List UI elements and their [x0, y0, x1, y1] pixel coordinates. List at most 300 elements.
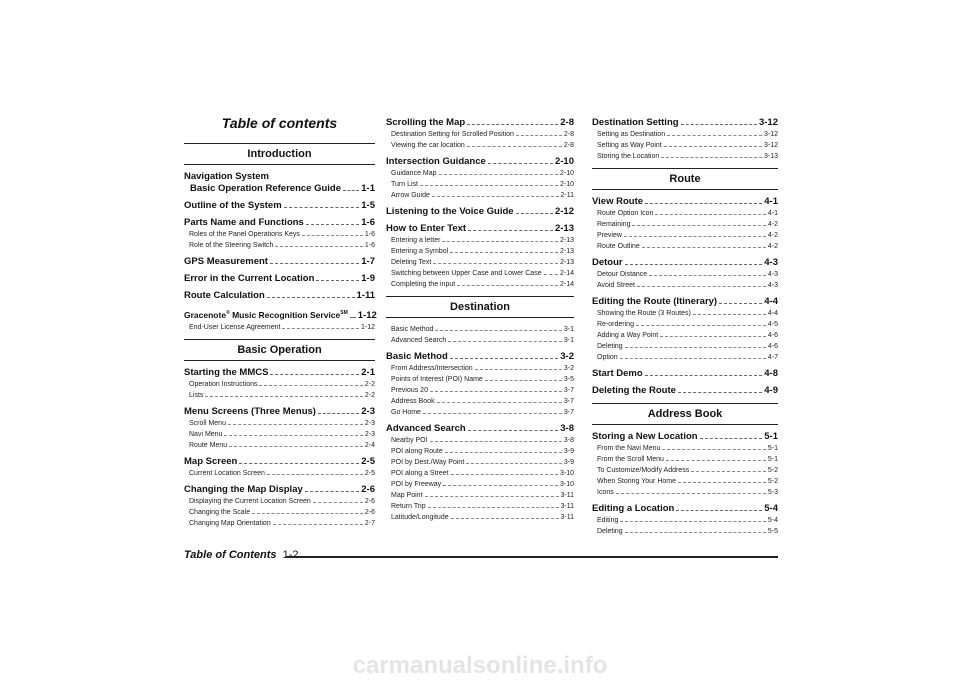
entry-page-number: 3-10 — [559, 470, 574, 477]
toc-entry[interactable] — [592, 487, 778, 498]
dot-leader — [430, 391, 562, 392]
dot-leader — [451, 518, 559, 519]
toc-entry[interactable] — [592, 319, 778, 330]
service-name: Music Recognition Service — [229, 309, 341, 320]
toc-entry[interactable] — [184, 256, 375, 268]
toc-entry[interactable] — [184, 379, 375, 390]
toc-entry[interactable] — [592, 476, 778, 487]
entry-title: From the Scroll Menu — [597, 456, 664, 463]
entry-page-number: 2-3 — [361, 405, 375, 417]
section-heading: Introduction — [184, 143, 375, 165]
page-footer — [184, 549, 778, 563]
entry-page-number: 1-11 — [356, 290, 375, 301]
toc-entry[interactable] — [592, 269, 778, 280]
toc-entry[interactable] — [386, 435, 574, 446]
entry-page-number: 2-6 — [364, 497, 375, 505]
toc-entry[interactable] — [386, 423, 574, 435]
toc-entry[interactable] — [592, 196, 778, 208]
dot-leader — [316, 280, 359, 281]
entry-title: Points of Interest (POI) Name — [391, 376, 483, 383]
entry-page-number: 4-2 — [767, 243, 778, 250]
toc-entry[interactable] — [592, 368, 778, 380]
toc-entry[interactable] — [592, 330, 778, 341]
section-heading: Address Book — [592, 403, 778, 425]
entry-page-number: 2-13 — [559, 237, 574, 244]
toc-entry[interactable] — [592, 352, 778, 363]
entry-title: POI along Route — [391, 448, 443, 455]
entry-page-number: 5-4 — [764, 503, 778, 514]
entry-title-line1: Navigation System — [184, 171, 269, 182]
toc-entry[interactable] — [386, 457, 574, 468]
dot-leader — [645, 375, 763, 376]
entry-page-number: 1-12 — [357, 309, 377, 321]
entry-page-number: 5-5 — [767, 528, 778, 535]
toc-entry[interactable] — [592, 341, 778, 352]
entry-page-number: 2-7 — [364, 519, 375, 527]
dot-leader — [466, 463, 562, 464]
toc-entry[interactable] — [184, 496, 375, 507]
dot-leader — [350, 317, 356, 318]
dot-leader — [270, 374, 359, 375]
dot-leader — [443, 485, 558, 486]
entry-title: Route Calculation — [184, 290, 265, 301]
toc-entry[interactable] — [592, 385, 778, 397]
entry-title: Previous 20 — [391, 387, 428, 394]
entry-page-number: 2-8 — [563, 142, 574, 149]
dot-leader — [267, 297, 355, 298]
dot-leader — [445, 452, 562, 453]
entry-title: End-User License Agreement — [189, 323, 281, 331]
toc-column-2 — [386, 112, 574, 523]
toc-entry[interactable] — [592, 241, 778, 252]
toc-entry[interactable] — [184, 507, 375, 518]
toc-entry[interactable] — [386, 363, 574, 374]
dot-leader — [313, 502, 363, 503]
entry-title: Return Trip — [391, 503, 426, 510]
entry-title: Basic Method — [391, 326, 434, 333]
registered-mark: ® — [226, 310, 230, 316]
toc-entry[interactable] — [184, 484, 375, 496]
dot-leader — [636, 325, 766, 326]
dot-leader — [306, 224, 359, 225]
toc-entry[interactable] — [386, 324, 574, 335]
toc-entry[interactable] — [386, 479, 574, 490]
entry-page-number: 4-9 — [764, 385, 778, 396]
entry-page-number: 4-3 — [767, 282, 778, 289]
toc-entry[interactable] — [592, 308, 778, 319]
toc-entry[interactable] — [592, 443, 778, 454]
toc-entry[interactable] — [386, 268, 574, 279]
entry-title: How to Enter Text — [386, 223, 467, 234]
entry-title: Scrolling the Map — [386, 117, 466, 128]
entry-page-number: 2-8 — [560, 117, 574, 128]
entry-page-number: 5-2 — [767, 467, 778, 474]
dot-leader — [205, 396, 362, 397]
toc-entry[interactable] — [184, 406, 375, 418]
toc-entry[interactable] — [184, 229, 375, 240]
entry-title: Deleting — [597, 343, 623, 350]
toc-entry[interactable] — [386, 190, 574, 201]
dot-leader — [302, 235, 363, 236]
dot-leader — [275, 246, 362, 247]
entry-title: Current Location Screen — [189, 469, 265, 477]
dot-leader — [625, 532, 766, 533]
dot-leader — [273, 524, 363, 525]
toc-entry[interactable] — [184, 367, 375, 379]
entry-title: Deleting Text — [391, 259, 432, 266]
dot-leader — [267, 474, 363, 475]
dot-leader — [270, 263, 359, 264]
entry-title: Route Menu — [189, 441, 228, 449]
toc-entry[interactable] — [386, 156, 574, 168]
toc-entry[interactable] — [184, 240, 375, 251]
entry-page-number: 5-1 — [767, 445, 778, 452]
dot-leader — [439, 174, 558, 175]
entry-title: From the Navi Menu — [597, 445, 661, 452]
dot-leader — [259, 385, 362, 386]
entry-title: Route Option Icon — [597, 210, 654, 217]
entry-page-number: 5-4 — [767, 517, 778, 524]
entry-page-number: 2-13 — [559, 259, 574, 266]
toc-entry[interactable] — [184, 183, 375, 195]
entry-title: Remaining — [597, 221, 631, 228]
dot-leader — [625, 347, 766, 348]
entry-page-number: 2-5 — [364, 469, 375, 477]
entry-title: Preview — [597, 232, 622, 239]
dot-leader — [239, 463, 359, 464]
dot-leader — [625, 264, 763, 265]
toc-entry[interactable] — [386, 279, 574, 290]
brand-name: Gracenote — [184, 309, 227, 320]
entry-title: Entering a letter — [391, 237, 441, 244]
entry-title: Map Screen — [184, 455, 238, 467]
entry-title: Storing a New Location — [592, 431, 698, 442]
dot-leader — [485, 380, 562, 381]
entry-page-number: 2-1 — [361, 366, 375, 378]
toc-entry[interactable] — [592, 465, 778, 476]
toc-entry[interactable] — [184, 456, 375, 468]
footer-title: Table of Contents — [184, 549, 277, 561]
entry-page-number: 2-2 — [364, 380, 375, 388]
toc-entry[interactable] — [386, 179, 574, 190]
toc-entry[interactable] — [386, 117, 574, 129]
toc-entry[interactable] — [184, 307, 375, 322]
toc-entry[interactable] — [386, 490, 574, 501]
toc-entry[interactable] — [184, 418, 375, 429]
entry-page-number: 2-8 — [563, 131, 574, 138]
dot-leader — [691, 471, 766, 472]
dot-leader — [430, 441, 562, 442]
toc-entry[interactable] — [386, 235, 574, 246]
toc-entry[interactable] — [592, 526, 778, 537]
toc-entry[interactable] — [592, 280, 778, 291]
section-heading: Route — [592, 168, 778, 190]
toc-column-1 — [184, 112, 375, 529]
dot-leader — [433, 263, 558, 264]
entry-page-number: 4-5 — [767, 321, 778, 328]
toc-entry[interactable] — [592, 230, 778, 241]
entry-page-number: 4-3 — [767, 271, 778, 278]
entry-title: Editing — [597, 517, 619, 524]
dot-leader — [442, 241, 558, 242]
entry-page-number: 2-10 — [559, 181, 574, 188]
entry-page-number: 4-8 — [764, 368, 778, 379]
entry-title: Avoid Street — [597, 282, 636, 289]
toc-entry[interactable] — [386, 246, 574, 257]
dot-leader — [681, 124, 757, 125]
entry-page-number: 5-1 — [767, 456, 778, 463]
dot-leader — [343, 190, 359, 191]
dot-leader — [432, 196, 559, 197]
toc-entry[interactable] — [592, 257, 778, 269]
entry-title: Switching between Upper Case and Lower Case — [391, 270, 542, 277]
entry-title: POI by Dest./Way Point — [391, 459, 465, 466]
entry-page-number: 1-7 — [361, 256, 375, 267]
entry-title: From Address/Intersection — [391, 365, 473, 372]
toc-entry[interactable] — [592, 296, 778, 308]
dot-leader — [667, 135, 762, 136]
entry-page-number: 3-9 — [563, 459, 574, 466]
toc-entry[interactable] — [592, 140, 778, 151]
entry-title: POI along a Street — [391, 470, 449, 477]
service-mark: SM — [340, 310, 348, 316]
entry-title: To Customize/Modify Address — [597, 467, 690, 474]
entry-page-number: 3-9 — [563, 448, 574, 455]
entry-page-number: 4-2 — [767, 221, 778, 228]
dot-leader — [666, 460, 766, 461]
entry-page-number: 2-4 — [364, 441, 375, 449]
dot-leader — [448, 341, 562, 342]
entry-title: Adding a Way Point — [597, 332, 659, 339]
toc-entry[interactable] — [386, 501, 574, 512]
dot-leader — [660, 336, 766, 337]
entry-page-number: 5-2 — [767, 478, 778, 485]
entry-page-number: 1-6 — [364, 231, 375, 238]
entry-page-number: 2-10 — [559, 170, 574, 177]
toc-entry[interactable] — [184, 290, 375, 302]
toc-entry[interactable] — [386, 385, 574, 396]
dot-leader — [624, 236, 766, 237]
toc-entry[interactable] — [592, 151, 778, 162]
entry-title: Menu Screens (Three Menus) — [184, 405, 316, 417]
dot-leader — [468, 230, 553, 231]
dot-leader — [516, 213, 553, 214]
entry-title: Go Home — [391, 409, 421, 416]
toc-entry[interactable] — [184, 429, 375, 440]
toc-entry[interactable] — [592, 515, 778, 526]
entry-page-number: 4-6 — [767, 332, 778, 339]
dot-leader — [425, 496, 559, 497]
entry-page-number: 2-11 — [560, 192, 574, 199]
dot-leader — [435, 330, 561, 331]
entry-page-number: 2-3 — [364, 430, 375, 438]
entry-title: Showing the Route (3 Routes) — [597, 310, 691, 317]
toc-entry[interactable] — [184, 322, 375, 333]
toc-entry[interactable] — [386, 468, 574, 479]
entry-title: Arrow Guide — [391, 192, 430, 199]
entry-title: GPS Measurement — [184, 256, 268, 267]
entry-page-number: 3-7 — [563, 387, 574, 394]
dot-leader — [620, 358, 766, 359]
entry-title: Operation Instructions — [189, 380, 258, 388]
entry-title: Lists — [189, 391, 204, 399]
dot-leader — [224, 435, 362, 436]
entry-page-number: 3-11 — [560, 492, 574, 499]
dot-leader — [282, 328, 359, 329]
dot-leader — [252, 513, 363, 514]
toc-entry[interactable] — [592, 219, 778, 230]
entry-title: Error in the Current Location — [184, 273, 315, 284]
entry-page-number: 1-12 — [360, 323, 375, 331]
toc-entry[interactable] — [386, 396, 574, 407]
dot-leader — [488, 163, 553, 164]
entry-title: Deleting — [597, 528, 623, 535]
entry-title: Listening to the Voice Guide — [386, 206, 514, 217]
entry-page-number: 3-13 — [763, 153, 778, 160]
dot-leader — [318, 413, 359, 414]
toc-entry[interactable] — [386, 512, 574, 523]
entry-title: Map Point — [391, 492, 423, 499]
toc-entry[interactable] — [386, 374, 574, 385]
toc-entry[interactable] — [592, 454, 778, 465]
dot-leader — [428, 507, 559, 508]
toc-entry[interactable] — [184, 440, 375, 451]
toc-entry[interactable] — [184, 468, 375, 479]
toc-entry[interactable] — [386, 446, 574, 457]
entry-page-number: 2-3 — [364, 419, 375, 427]
toc-entry[interactable] — [184, 200, 375, 212]
entry-title: Setting as Destination — [597, 131, 666, 138]
dot-leader — [693, 314, 766, 315]
toc-entry[interactable] — [386, 407, 574, 418]
toc-column-3 — [592, 112, 778, 537]
entry-page-number: 4-1 — [767, 210, 778, 217]
entry-page-number: 4-4 — [767, 310, 778, 317]
entry-page-number: 1-9 — [361, 273, 375, 284]
dot-leader — [719, 303, 762, 304]
entry-title: Navi Menu — [189, 430, 223, 438]
toc-entry[interactable] — [184, 390, 375, 401]
dot-leader — [642, 247, 766, 248]
entry-title: Route Outline — [597, 243, 640, 250]
entry-title: Completing the input — [391, 281, 456, 288]
dot-leader — [678, 392, 762, 393]
toc-entry[interactable] — [386, 140, 574, 151]
entry-page-number: 2-12 — [554, 206, 574, 217]
toc-entry[interactable] — [386, 168, 574, 179]
dot-leader — [229, 446, 363, 447]
page-title: Table of contents — [221, 115, 338, 131]
dot-leader — [467, 124, 558, 125]
entry-title: Editing the Route (Itinerary) — [592, 296, 718, 307]
dot-leader — [467, 146, 562, 147]
entry-page-number: 3-7 — [563, 409, 574, 416]
toc-entry[interactable] — [592, 431, 778, 443]
entry-title: Address Book — [391, 398, 435, 405]
entry-title: Role of the Steering Switch — [189, 242, 274, 249]
dot-leader — [451, 474, 558, 475]
dot-leader — [700, 438, 763, 439]
dot-leader — [450, 252, 558, 253]
entry-title: Changing the Scale — [189, 508, 251, 516]
entry-page-number: 4-3 — [764, 257, 778, 268]
dot-leader — [516, 135, 562, 136]
entry-page-number: 4-1 — [764, 196, 778, 207]
toc-entry[interactable] — [592, 129, 778, 140]
entry-page-number: 3-12 — [763, 142, 778, 149]
entry-title: Deleting the Route — [592, 385, 676, 396]
entry-title: Roles of the Panel Operations Keys — [189, 231, 300, 238]
dot-leader — [649, 275, 766, 276]
entry-title: Detour — [592, 257, 623, 268]
dot-leader — [664, 146, 762, 147]
entry-title: Scroll Menu — [189, 419, 226, 427]
toc-entry[interactable] — [184, 518, 375, 529]
entry-title: Entering a Symbol — [391, 248, 449, 255]
entry-page-number: 2-6 — [364, 508, 375, 516]
entry-page-number: 2-13 — [554, 223, 574, 234]
entry-title: Basic Method — [386, 351, 448, 362]
toc-entry[interactable] — [184, 217, 375, 229]
entry-page-number: 2-6 — [361, 483, 375, 495]
toc-entry[interactable] — [592, 117, 778, 129]
entry-page-number: 1-1 — [361, 183, 375, 194]
entry-page-number: 3-2 — [563, 365, 574, 372]
entry-title: Turn List — [391, 181, 418, 188]
entry-page-number: 4-7 — [767, 354, 778, 361]
entry-page-number: 4-2 — [767, 232, 778, 239]
entry-title: Destination Setting — [592, 117, 679, 128]
entry-page-number: 3-11 — [560, 514, 574, 521]
dot-leader — [676, 510, 762, 511]
entry-page-number: 2-14 — [559, 270, 574, 277]
toc-entry[interactable] — [386, 335, 574, 346]
entry-page-number: 1-5 — [361, 200, 375, 211]
entry-title: Displaying the Current Location Screen — [189, 497, 311, 505]
toc-entry[interactable] — [184, 273, 375, 285]
dot-leader — [620, 521, 765, 522]
entry-page-number: 1-6 — [361, 217, 375, 228]
entry-page-number: 3-11 — [560, 503, 574, 510]
toc-entry[interactable] — [386, 223, 574, 235]
entry-page-number: 3-1 — [563, 326, 574, 333]
entry-title: Detour Distance — [597, 271, 648, 278]
watermark: carmanualsonline.info — [352, 652, 608, 679]
entry-page-number: 5-1 — [764, 431, 778, 442]
dot-leader — [616, 493, 766, 494]
toc-list-2 — [386, 117, 574, 523]
toc-entry[interactable] — [386, 351, 574, 363]
toc-entry[interactable] — [386, 257, 574, 268]
dot-leader — [637, 286, 766, 287]
entry-title: Basic Operation Reference Guide — [190, 183, 341, 194]
dot-leader — [437, 402, 562, 403]
entry-page-number: 2-5 — [361, 455, 375, 467]
entry-page-number: 2-14 — [559, 281, 574, 288]
entry-title: Advanced Search — [386, 423, 466, 434]
toc-entry[interactable] — [386, 206, 574, 218]
toc-list-3 — [592, 117, 778, 537]
entry-title: Changing Map Orientation — [189, 519, 271, 527]
toc-entry[interactable] — [592, 503, 778, 515]
toc-entry[interactable] — [386, 129, 574, 140]
dot-leader — [645, 203, 762, 204]
entry-title: Latitude/Longitude — [391, 514, 449, 521]
toc-entry-multiline[interactable] — [184, 171, 375, 195]
toc-entry[interactable] — [592, 208, 778, 219]
entry-page-number: 3-1 — [563, 337, 574, 344]
entry-page-number: 5-3 — [767, 489, 778, 496]
